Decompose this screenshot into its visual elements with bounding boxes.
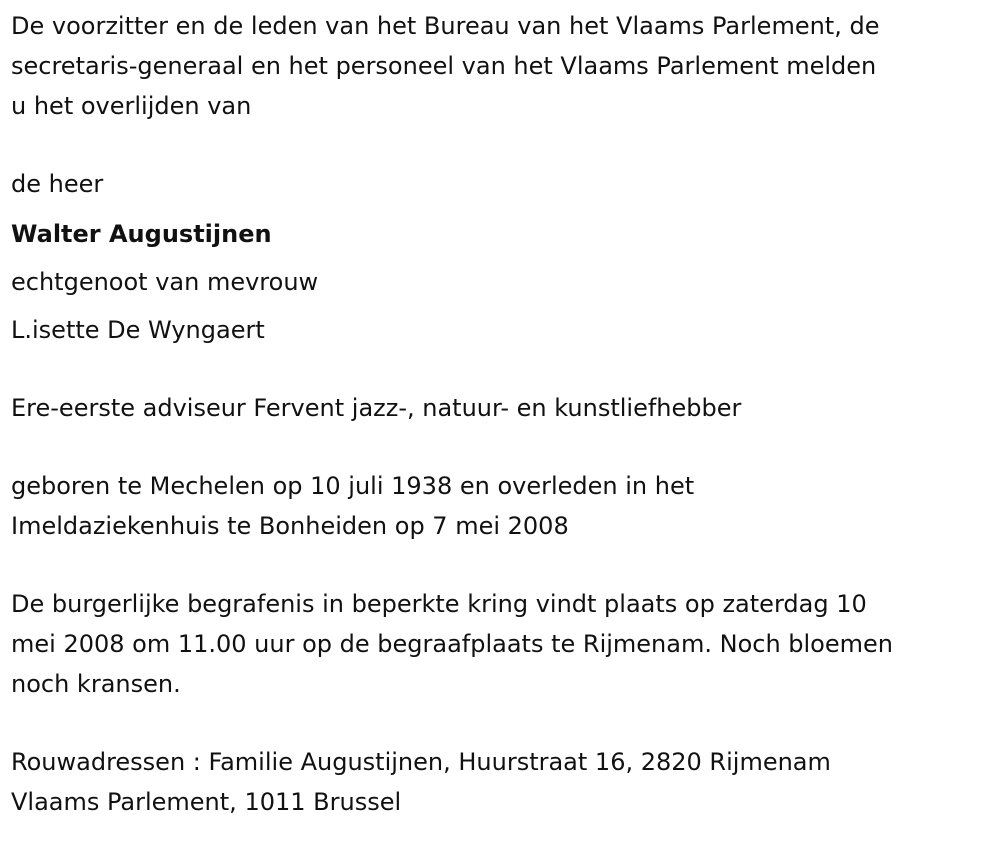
intro-line-3: u het overlijden van [11, 92, 252, 120]
salutation: de heer [11, 170, 104, 198]
description-paragraph: Ere-eerste adviseur Fervent jazz-, natuur- en kunstliefhebber [11, 394, 742, 422]
address-line-1: Rouwadressen : Familie Augustijnen, Huurstraat 16, 2820 Rijmenam [11, 748, 831, 776]
birth-death-line-1: geboren te Mechelen op 10 juli 1938 en overleden in het [11, 472, 695, 500]
funeral-line-2: mei 2008 om 11.00 uur op de begraafplaats te Rijmenam. Noch bloemen [11, 630, 893, 658]
intro-line-1: De voorzitter en de leden van het Bureau van het Vlaams Parlement, de [11, 12, 880, 40]
funeral-line-3: noch kransen. [11, 670, 181, 698]
intro-line-2: secretaris-generaal en het personeel van het Vlaams Parlement melden [11, 52, 877, 80]
address-paragraph [11, 742, 991, 822]
funeral-paragraph [11, 584, 991, 704]
address-line-2: Vlaams Parlement, 1011 Brussel [11, 788, 402, 816]
intro-paragraph [11, 0, 991, 126]
funeral-line-1: De burgerlijke begrafenis in beperkte kring vindt plaats op zaterdag 10 [11, 590, 867, 618]
deceased-name: Walter Augustijnen [11, 220, 272, 248]
spouse-label: echtgenoot van mevrouw [11, 268, 319, 296]
spouse-name: L.isette De Wyngaert [11, 316, 265, 344]
birth-death-line-2: Imeldaziekenhuis te Bonheiden op 7 mei 2008 [11, 512, 569, 540]
birth-death-paragraph [11, 466, 991, 546]
obituary-announcement [11, 0, 991, 822]
